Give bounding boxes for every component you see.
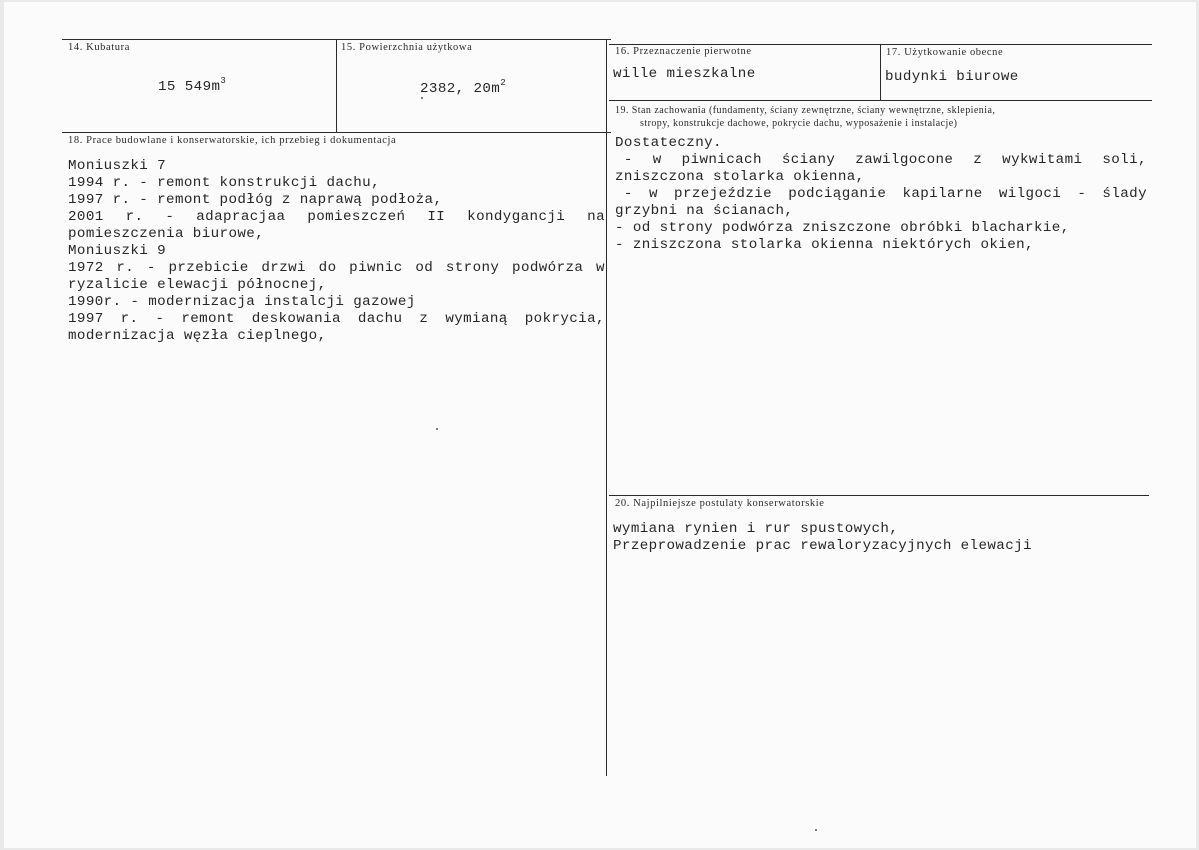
text-word: w bbox=[596, 260, 605, 276]
text-line: Moniuszki 9 bbox=[68, 243, 167, 259]
text-word: drzwi bbox=[261, 260, 306, 276]
text-word: wilgoci bbox=[998, 186, 1062, 202]
text-word: wymianą bbox=[445, 311, 508, 327]
text-word: podciąganie bbox=[788, 186, 887, 202]
text-line: wymiana rynien i rur spustowych, bbox=[613, 521, 899, 537]
field-15-value: 2382, $20m^2$ bbox=[420, 78, 507, 97]
text-word: piwnic bbox=[349, 260, 403, 276]
text-word: - bbox=[165, 209, 175, 225]
text-word: podwórza bbox=[512, 260, 584, 276]
text-line bbox=[68, 209, 605, 226]
text-word: soli, bbox=[1102, 152, 1147, 168]
field-19-text bbox=[615, 135, 1147, 254]
text-word: z bbox=[973, 152, 983, 168]
text-word: pomieszczeń bbox=[307, 209, 406, 225]
text-word: - bbox=[615, 186, 633, 202]
field-15-label: 15. Powierzchnia użytkowa bbox=[341, 42, 473, 53]
text-word: remont bbox=[181, 311, 235, 327]
text-word: do bbox=[318, 260, 337, 276]
text-word: - bbox=[155, 311, 165, 327]
text-word: 2001 bbox=[68, 209, 104, 225]
text-word: przebicie bbox=[168, 260, 249, 276]
field-16-label: 16. Przeznaczenie pierwotne bbox=[615, 46, 752, 57]
text-word: ślady bbox=[1102, 186, 1147, 202]
text-line: 1994 r. - remont konstrukcji dachu, bbox=[68, 175, 380, 191]
text-word: kondygancji bbox=[467, 209, 566, 225]
text-line: Przeprowadzenie prac rewaloryzacyjnych elewacji bbox=[613, 538, 1032, 554]
text-word: piwnicach bbox=[681, 152, 762, 168]
text-line: 1997 r. - remont podłóg z naprawą podłoża, bbox=[68, 192, 443, 208]
text-line bbox=[615, 186, 1147, 203]
text-word: II bbox=[427, 209, 446, 225]
text-word: r. bbox=[120, 311, 139, 327]
text-line: 1990r. - modernizacja instalcji gazowej bbox=[68, 294, 416, 310]
text-line bbox=[68, 260, 605, 277]
text-line: pomieszczenia biurowe, bbox=[68, 226, 265, 242]
text-word: zawilgocone bbox=[855, 152, 954, 168]
text-line: grzybni na ścianach, bbox=[615, 203, 794, 219]
text-word: strony bbox=[445, 260, 500, 276]
text-line: zniszczona stolarka okienna, bbox=[615, 169, 865, 185]
text-word: pokrycia, bbox=[524, 311, 605, 327]
text-line: - od strony podwórza zniszczone obróbki blacharkie, bbox=[615, 220, 1070, 236]
text-word: od bbox=[415, 260, 434, 276]
text-word: dachu bbox=[357, 311, 403, 327]
field-14-value: 15 $549m^3$ bbox=[158, 76, 227, 95]
text-word: r. bbox=[116, 260, 135, 276]
text-word: adapracjaa bbox=[196, 209, 286, 225]
form-card bbox=[4, 2, 1196, 848]
text-word: deskowania bbox=[251, 311, 341, 327]
text-word: 1997 bbox=[68, 311, 104, 327]
field-18-text bbox=[68, 158, 605, 345]
text-word: wykwitami bbox=[1002, 152, 1083, 168]
field-16-value: wille mieszkalne bbox=[613, 66, 756, 82]
text-word: - bbox=[1077, 186, 1087, 202]
field-17-value: budynki biurowe bbox=[885, 69, 1019, 85]
rule-above-20 bbox=[609, 495, 1149, 496]
field-17-label: 17. Użytkowanie obecne bbox=[886, 47, 1004, 58]
divider-16-17 bbox=[880, 44, 881, 101]
field-20-label: 20. Najpilniejsze postulaty konserwatorskie bbox=[615, 498, 825, 509]
field-20-text bbox=[613, 521, 1145, 555]
text-line: Dostateczny. bbox=[615, 135, 722, 151]
text-line: Moniuszki 7 bbox=[68, 158, 167, 174]
field-19-label-line-1: 19. Stan zachowania (fundamenty, ściany zewnętrzne, ściany wewnętrzne, sklepienia, bbox=[615, 105, 996, 116]
text-line: modernizacja węzła cieplnego, bbox=[68, 328, 327, 344]
field-19-label-line-2: stropy, konstrukcje dachowe, pokrycie dachu, wyposażenie i instalacje) bbox=[640, 118, 958, 129]
text-word: w bbox=[648, 186, 658, 202]
text-word: na bbox=[587, 209, 605, 225]
paper-speck bbox=[815, 829, 817, 831]
text-word: ściany bbox=[781, 152, 836, 168]
field-18-label: 18. Prace budowlane i konserwatorskie, ich przebieg i dokumentacja bbox=[68, 135, 397, 146]
text-line bbox=[68, 311, 605, 328]
field-14-label: 14. Kubatura bbox=[68, 42, 131, 53]
text-word: - bbox=[615, 152, 633, 168]
paper-speck bbox=[436, 428, 438, 430]
text-word: 1972 bbox=[68, 260, 104, 276]
text-word: - bbox=[146, 260, 156, 276]
text-word: przejeździe bbox=[674, 186, 773, 202]
text-line: ryzalicie elewacji północnej, bbox=[68, 277, 327, 293]
paper-speck bbox=[421, 97, 423, 99]
main-vertical-divider bbox=[606, 39, 607, 776]
text-line: - zniszczona stolarka okienna niektórych okien, bbox=[615, 237, 1034, 253]
divider-14-15 bbox=[336, 39, 337, 133]
text-word: z bbox=[419, 311, 429, 327]
text-word: r. bbox=[125, 209, 144, 225]
text-word: w bbox=[652, 152, 662, 168]
text-word: kapilarne bbox=[902, 186, 983, 202]
text-line bbox=[615, 152, 1147, 169]
